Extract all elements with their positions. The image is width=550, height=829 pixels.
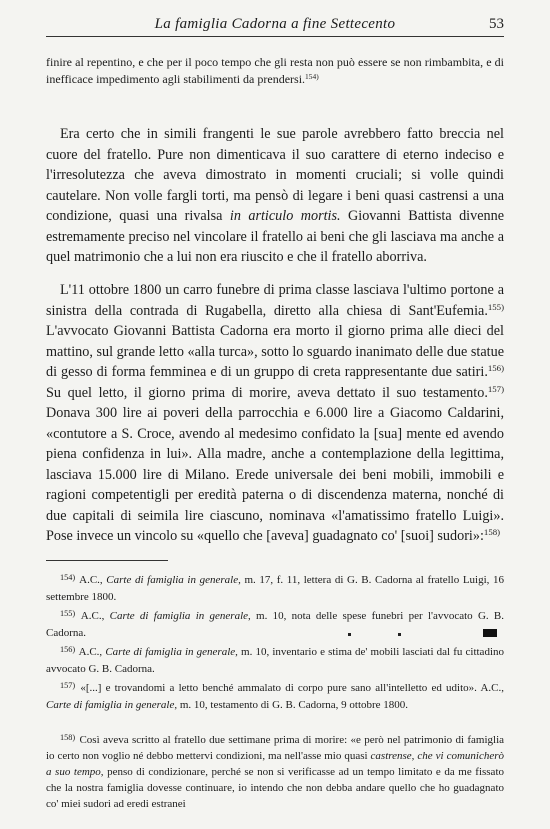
paragraph1-italic: in articulo mortis.	[229, 208, 341, 224]
footnote-text: , m. 10, testamento di G. B. Cadorna, 9 ottobre 1800.	[174, 699, 409, 711]
footnote-italic: Carte di famiglia in generale	[46, 699, 175, 711]
footnote-number: 155)	[60, 609, 76, 619]
footnote-text: A.C.,	[79, 574, 107, 586]
page-number: 53	[489, 16, 504, 32]
footnote-text: «[...] e trovandomi a letto benché ammalato di corpo pure sano all'intelletto ed udito». A.C.,	[80, 682, 505, 694]
footnote-separator	[46, 560, 168, 561]
paragraph2-text-2: L'avvocato Giovanni Battista Cadorna era morto il giorno prima alle dieci del mattino, sul grande letto «alla turca», sotto lo sguardo inanimato delle due statue di gesso di forma femminea e di un gruppo di creta rappresentante due satiri.	[46, 323, 504, 380]
footnote-number: 157)	[60, 681, 76, 691]
continuation-text: finire al repentino, e che per il poco tempo che gli resta non può essere se non rimbambita, e di inefficace impedimento agli stabilimenti da prendersi.	[46, 55, 504, 86]
footnote-number: 154)	[60, 573, 76, 583]
note-ref-155: 155)	[487, 301, 504, 312]
paragraph2-text-3: Su quel letto, il giorno prima di morire, aveva dettato il suo testamento.	[46, 384, 488, 401]
paragraph1-text-a: Era certo che in simili frangenti le sue parole avrebbero fatto breccia nel cuore del fratello. Pure non dimenticava il suo carattere di eterno indeciso e l'irresolutezza che aveva dimostrato in momenti cruciali; si volle quindi cautelare. Non volle fargli torti, ma pensò di legare i beni quasi castrensi a una condizione, quasi una rivalsa	[46, 126, 504, 224]
footnote-158	[46, 732, 504, 812]
footnote-italic: Carte di famiglia in generale	[105, 646, 236, 658]
footnote-text: , m. 10, nota delle spese funebri per l'avvocato G. B. Cadorna.	[46, 610, 505, 639]
footnote-number: 156)	[60, 645, 76, 655]
scan-smudge	[483, 629, 497, 637]
paragraph2-text-1: L'11 ottobre 1800 un carro funebre di prima classe lasciava l'ultimo portone a sinistra della contrada di Rugabella, diretto alla chiesa di Sant'Eufemia.	[46, 282, 504, 319]
continuation-paragraph	[46, 54, 504, 88]
body-paragraph-2	[46, 280, 504, 547]
paragraph1-text-b: Giovanni Battista divenne estremamente preciso nel vincolare il fratello ai beni che gli lasciava ma anche a quel matrimonio che a lui non era riuscito e che il fratello aborriva.	[46, 208, 504, 265]
footnote-italic: castrense, che vi comunicherò a suo tempo,	[46, 750, 504, 778]
footnote-text: , m. 10, inventario e stima de' mobili lasciati dal fu cittadino avvocato G. B. Cadorna.	[46, 646, 504, 675]
footnote-154	[46, 572, 504, 606]
footnote-157	[46, 680, 504, 714]
note-ref-157: 157)	[487, 383, 504, 394]
body-paragraph-1	[46, 124, 504, 268]
scan-dot	[348, 633, 351, 636]
footnote-number: 158)	[60, 733, 76, 743]
footnote-text: A.C.,	[78, 646, 106, 658]
footnote-156	[46, 644, 504, 678]
footnote-italic: Carte di famiglia in generale	[106, 574, 239, 586]
footnote-text: A.C.,	[80, 610, 110, 622]
running-title: La famiglia Cadorna a fine Settecento	[154, 16, 396, 32]
note-ref-154: 154)	[305, 71, 319, 81]
paragraph2-text-4: Donava 300 lire ai poveri della parrocchia e 6.000 lire a Giacomo Caldarini, «contutore a S. Croce, avendo al medesimo confidato la [sua] mente ed avendo piena confidenza in lui». Alla madre, anche a contemplazione della legittima, lasciava 15.000 lire di Milano. Erede universale dei beni mobili, immobili e ragioni competentigli per eredità paterna o di discendenza materna, nonché di due capitali di seimila lire ciascuno, nominava «l'amatissimo fratello Luigi». Pose invece un vincolo su «quello che [aveva] guadagnato co' [suoi] sudori»:	[46, 405, 504, 544]
scan-marks	[343, 629, 503, 639]
footnote-text: Così aveva scritto al fratello due settimane prima di morire: «e però nel patrimonio di famiglia io certo non voglio né debbo mettervi condizioni, ma nell'asse mio quasi	[46, 734, 505, 762]
footnote-text: , m. 17, f. 11, lettera di G. B. Cadorna al fratello Luigi, 16 settembre 1800.	[46, 574, 505, 603]
scan-dot	[398, 633, 401, 636]
footnote-text: penso di condizionare, perché se non si verificasse ad un tempo limitato e da me fissato che la nostra famiglia dovesse continuare, io intendo che non debba andare quello che ho guadagnato co' miei sudori ad eredi estranei	[46, 766, 504, 810]
page-header	[46, 14, 504, 37]
note-ref-158: 158)	[483, 527, 501, 538]
footnote-italic: Carte di famiglia in generale	[109, 610, 249, 622]
note-ref-156: 156)	[487, 363, 504, 374]
